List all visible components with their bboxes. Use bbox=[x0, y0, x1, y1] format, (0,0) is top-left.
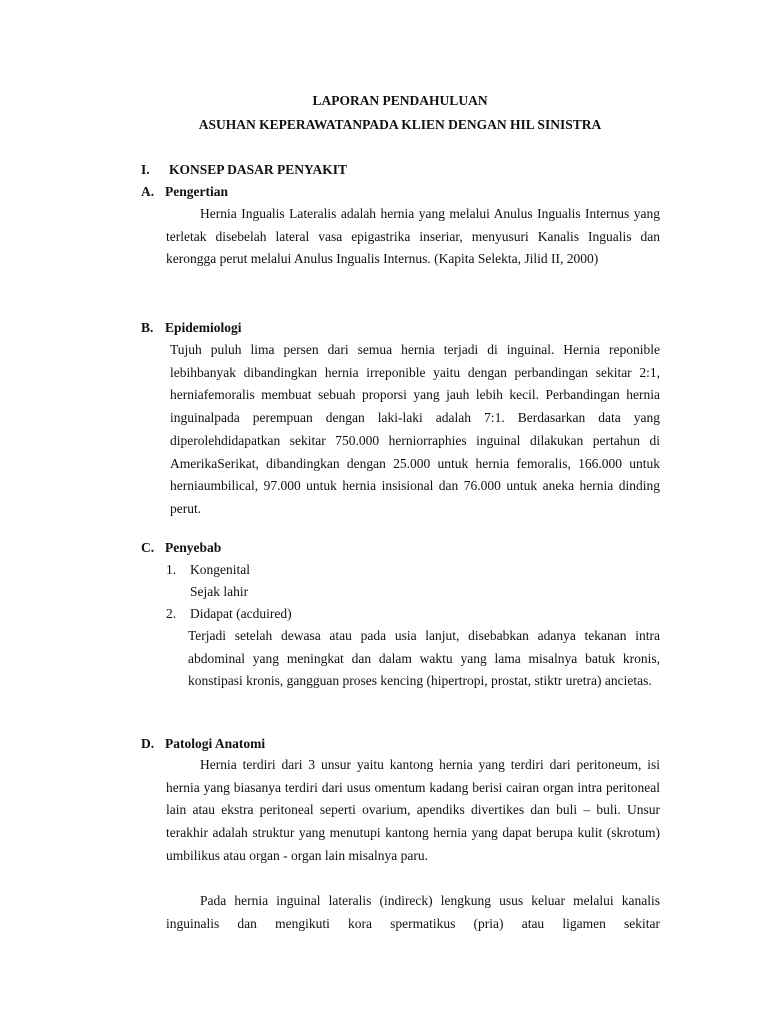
cause-item-1-number: 1. bbox=[166, 562, 177, 577]
section-d-heading bbox=[141, 736, 265, 752]
section-a-title: Pengertian bbox=[165, 184, 228, 199]
section-c-marker: C. bbox=[141, 540, 155, 555]
cause-item-2-label: Didapat (acduired) bbox=[190, 606, 292, 621]
cause-item-1-label: Kongenital bbox=[190, 562, 250, 577]
section-a-marker: A. bbox=[141, 184, 155, 199]
cause-item-2-number: 2. bbox=[166, 606, 177, 621]
section-a-heading bbox=[141, 184, 228, 200]
section-d-marker: D. bbox=[141, 736, 155, 751]
section-d-title: Patologi Anatomi bbox=[165, 736, 266, 751]
document-title: LAPORAN PENDAHULUAN bbox=[312, 93, 488, 108]
section-d-paragraph-1: Hernia terdiri dari 3 unsur yaitu kantong hernia yang terdiri dari peritoneum, isi hernia yang biasanya terdiri dari usus omentum kadang berisi cairan organ intra peritoneal lain atau ekstra peritoneal seperti ovarium, apendiks divertikes dan buli – buli. Unsur terakhir adalah struktur yang menutupi kantong hernia yang dapat berupa kulit (skrotum) umbilikus atau organ - organ lain misalnya paru. bbox=[166, 757, 660, 863]
document-subtitle: ASUHAN KEPERAWATANPADA KLIEN DENGAN HIL SINISTRA bbox=[198, 117, 602, 132]
section-i-title: KONSEP DASAR PENYAKIT bbox=[169, 162, 348, 177]
section-b-marker: B. bbox=[141, 320, 154, 335]
cause-item-2 bbox=[166, 606, 292, 622]
section-c-title: Penyebab bbox=[165, 540, 222, 555]
section-b-heading bbox=[141, 320, 242, 336]
cause-item-1 bbox=[166, 562, 250, 578]
section-d-paragraph-2: Pada hernia inguinal lateralis (indireck) lengkung usus keluar melalui kanalis inguinalis dan mengikuti kora spermatikus (pria) atau ligamen sekitar bbox=[166, 893, 660, 931]
section-c-heading bbox=[141, 540, 221, 556]
cause-item-2-paragraph: Terjadi setelah dewasa atau pada usia lanjut, disebabkan adanya tekanan intra abdominal yang meningkat dan dalam waktu yang lama misalnya batuk kronis, konstipasi kronis, gangguan proses kencing (hipertropi, prostat, stiktr uretra) ancietas. bbox=[188, 628, 660, 689]
section-i-marker: I. bbox=[141, 162, 150, 177]
section-b-paragraph: Tujuh puluh lima persen dari semua hernia terjadi di inguinal. Hernia reponible lebihbanyak dibandingkan hernia irreponible yaitu dengan perbandingan sekitar 2:1, herniafemoralis membuat sebuah proporsi yang jauh lebih kecil. Perbandingan hernia inguinalpada perempuan dengan laki-laki adalah 7:1. Berdasarkan data yang diperolehdidapatkan sekitar 750.000 herniorraphies inguinal dilakukan pertahun di AmerikaSerikat, dibandingkan dengan 25.000 untuk hernia femoralis, 166.000 untuk herniaumbilical, 97.000 untuk hernia insisional dan 76.000 untuk aneka hernia dinding perut. bbox=[170, 342, 660, 516]
cause-item-1-detail: Sejak lahir bbox=[190, 584, 249, 599]
section-b-title: Epidemiologi bbox=[165, 320, 242, 335]
section-i-heading bbox=[141, 162, 347, 178]
section-a-paragraph: Hernia Ingualis Lateralis adalah hernia yang melalui Anulus Ingualis Internus yang terletak disebelah lateral vasa epigastrika inseriar, menyusuri Kanalis Ingualis dan kerongga perut melalui Anulus Ingualis Internus. (Kapita Selekta, Jilid II, 2000) bbox=[166, 206, 660, 267]
